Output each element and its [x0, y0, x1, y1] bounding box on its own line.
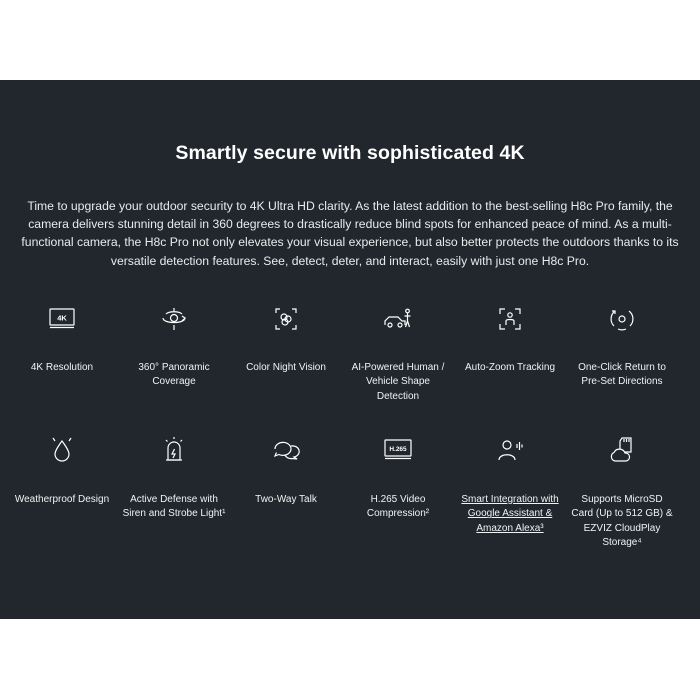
- feature-4k-resolution: [10, 304, 114, 373]
- svg-text:H.265: H.265: [389, 445, 407, 453]
- feature-section: [0, 80, 700, 619]
- smart-integration-link[interactable]: Smart Integration with Google Assistant & Amazon Alexa³: [461, 494, 559, 534]
- section-description: Time to upgrade your outdoor security to 4K Ultra HD clarity. As the latest addition to the best-selling H8c Pro family, the camera delivers stunning detail in 360 degrees to drastically reduce blind spots for enhanced peace of mind. As a multi-functional camera, the H8c Pro not only elevates your visual experience, but also better protects the outdoors thanks to its versatile detection features. See, detect, deter, and interact, easily with just one H8c Pro.: [21, 199, 679, 268]
- feature-label: Weatherproof Design: [14, 494, 110, 505]
- svg-text:4K: 4K: [57, 313, 67, 323]
- feature-auto-zoom-tracking: [458, 304, 562, 373]
- feature-one-click-return: [570, 304, 674, 388]
- feature-label: Color Night Vision: [246, 362, 326, 373]
- feature-label: Auto-Zoom Tracking: [464, 362, 556, 373]
- feature-two-way-talk: [234, 435, 338, 505]
- feature-human-vehicle-detection: [346, 304, 450, 402]
- feature-label: One-Click Return to Pre-Set Directions: [578, 362, 666, 388]
- feature-label: Active Defense with Siren and Strobe Light¹: [122, 494, 226, 520]
- panoramic-rotate-icon: [159, 304, 189, 334]
- 4k-screen-icon: [47, 304, 77, 334]
- auto-zoom-tracking-icon: [495, 304, 525, 334]
- feature-h265-compression: [346, 435, 450, 520]
- voice-assistant-icon: [495, 435, 525, 465]
- siren-light-icon: [159, 435, 189, 465]
- chat-bubbles-icon: [271, 435, 301, 465]
- night-vision-icon: [271, 304, 301, 334]
- return-preset-icon: [607, 304, 637, 334]
- water-drop-icon: [47, 435, 77, 465]
- feature-label: H.265 Video Compression²: [366, 494, 430, 520]
- feature-label: Two-Way Talk: [255, 494, 317, 505]
- feature-weatherproof: [10, 435, 114, 505]
- feature-label: Supports MicroSD Card (Up to 512 GB) & EZVIZ CloudPlay Storage⁴: [571, 494, 673, 549]
- feature-360-coverage: [122, 304, 226, 388]
- feature-smart-integration[interactable]: [458, 435, 562, 534]
- feature-label: 360° Panoramic Coverage: [138, 362, 210, 388]
- feature-label: AI-Powered Human / Vehicle Shape Detection: [351, 362, 445, 402]
- microsd-cloud-icon: [607, 435, 637, 465]
- feature-active-defense: [122, 435, 226, 520]
- feature-color-night-vision: [234, 304, 338, 373]
- section-title: Smartly secure with sophisticated 4K: [175, 142, 525, 164]
- h265-icon: [383, 435, 413, 465]
- feature-label: 4K Resolution: [30, 362, 94, 373]
- feature-storage: [570, 435, 674, 549]
- human-vehicle-icon: [383, 304, 413, 334]
